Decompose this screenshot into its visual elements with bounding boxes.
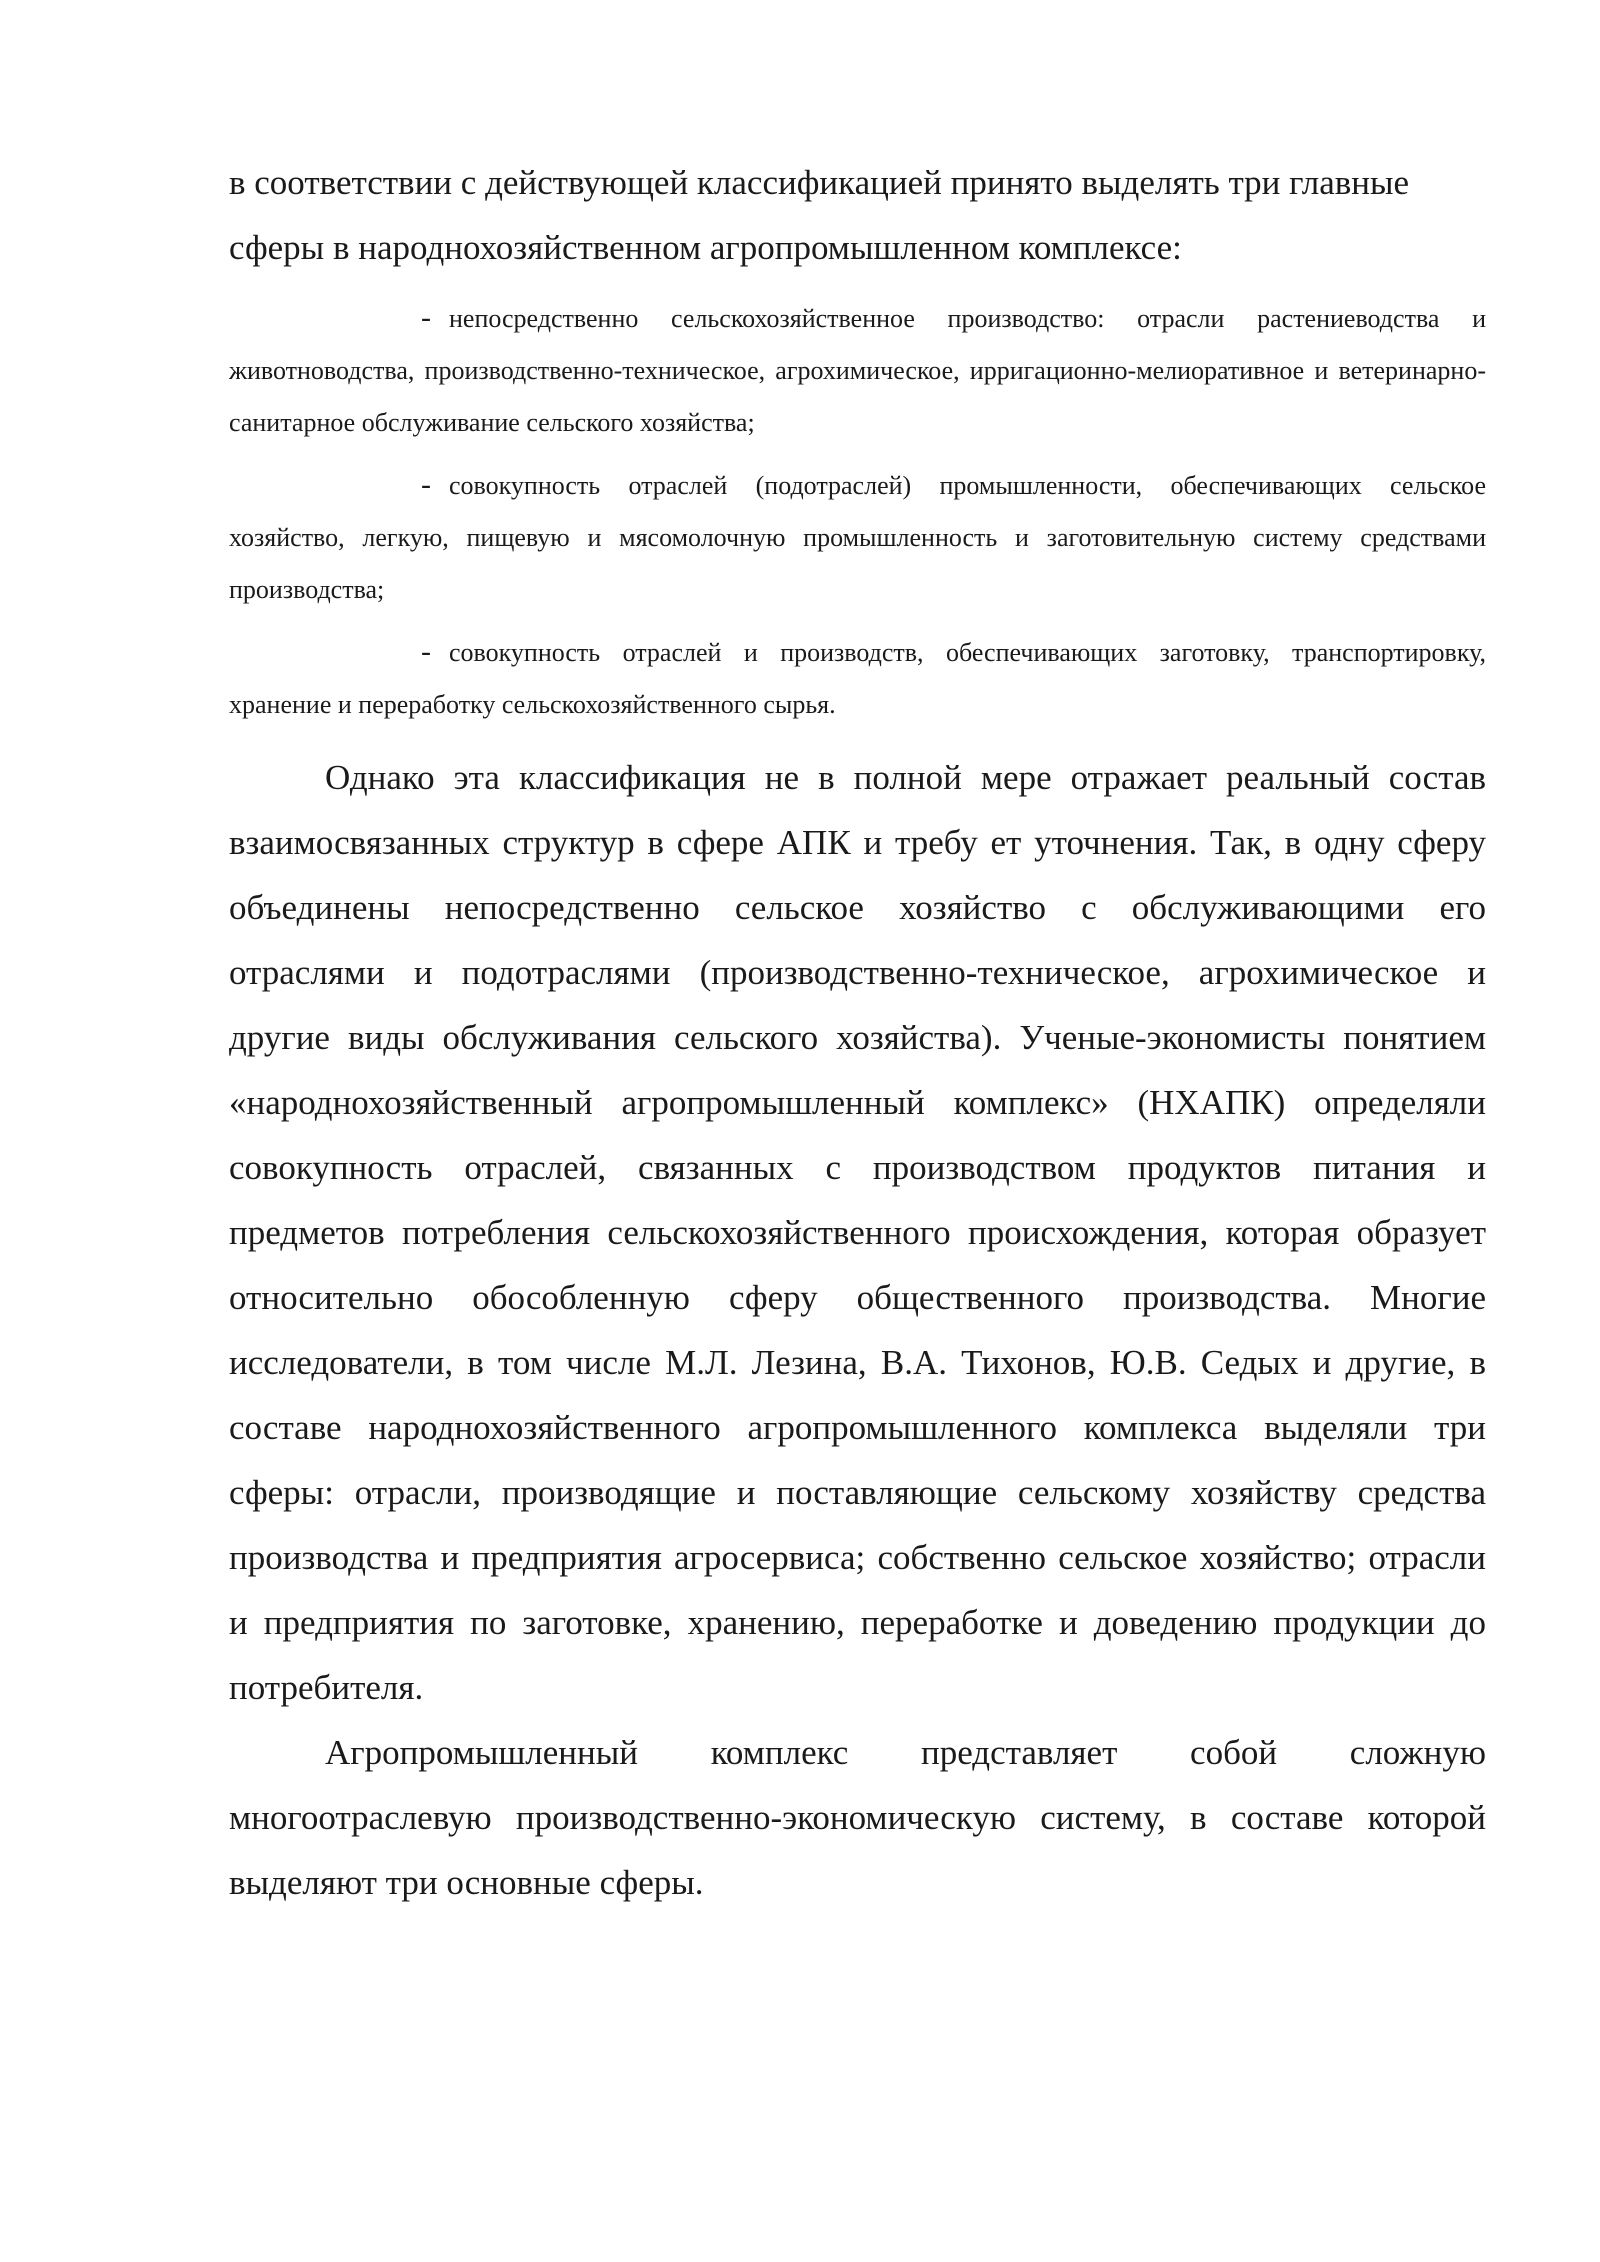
list-item-text: совокупность отраслей и производств, обеспечивающих заготовку, транспортировку, хранение и переработку сельскохозяйственного сырья. — [229, 638, 1486, 719]
list-marker: - — [421, 301, 431, 334]
document-page — [229, 150, 1486, 1915]
sphere-list — [229, 292, 1486, 731]
list-item — [229, 626, 1486, 731]
list-item-text: совокупность отраслей (подотраслей) промышленности, обеспечивающих сельское хозяйство, легкую, пищевую и мясомолочную промышленность и заготовительную систему средствами производства; — [229, 471, 1486, 604]
list-item-text: непосредственно сельскохозяйственное производство: отрасли растениеводства и животноводства, производственно-техническое, агрохимическое, ирригационно-мелиоративное и ветеринарно-санитарное обслуживание сельского хозяйства; — [229, 304, 1486, 437]
list-item — [229, 292, 1486, 449]
list-marker: - — [421, 468, 431, 501]
body-paragraph-apk-system: Агропромышленный комплекс представляет собой сложную многоотраслевую производственно-экономическую систему, в составе которой выделяют три основные сферы. — [229, 1733, 1486, 1902]
lead-paragraph: в соответствии с действующей классификацией принято выделять три главные сферы в народнохозяйственном агропромышленном комплексе: — [229, 163, 1410, 267]
body-paragraph-classification: Однако эта классификация не в полной мере отражает реальный состав взаимосвязанных структур в сфере АПК и требу ет уточнения. Так, в одну сферу объединены непосредственно сельское хозяйство с обслуживающими его отраслями и подотраслями (производственно-техническое, агрохимическое и другие виды обслуживания сельского хозяйства). Ученые-экономисты понятием «народнохозяйственный агропромышленный комплекс» (НХАПК) определяли совокупность отраслей, связанных с производством продуктов питания и предметов потребления сельскохозяйственного происхождения, которая образует относительно обособленную сферу общественного производства. Многие исследователи, в том числе М.Л. Лезина, В.А. Тихонов, Ю.В. Седых и другие, в составе народнохозяйственного агропромышленного комплекса выделяли три сферы: отрасли, производящие и поставляющие сельскому хозяйству средства производства и предприятия агросервиса; собственно сельское хозяйство; отрасли и предприятия по заготовке, хранению, переработке и доведению продукции до потребителя. — [229, 758, 1486, 1707]
list-item — [229, 459, 1486, 616]
list-marker: - — [421, 635, 431, 668]
